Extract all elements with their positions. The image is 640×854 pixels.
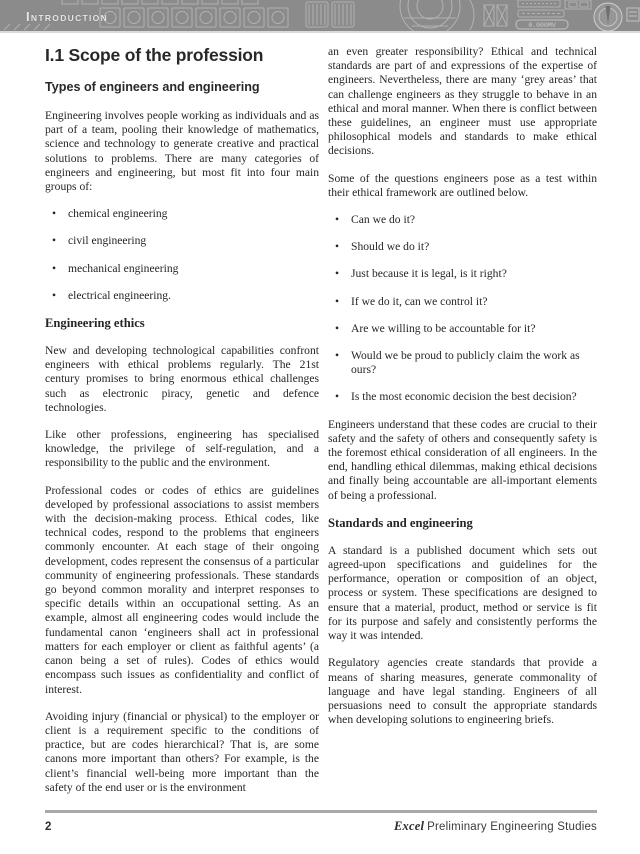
subhead-types-of-engineers: Types of engineers and engineering (45, 80, 260, 94)
list-item: • electrical engineering. (45, 289, 319, 303)
list-item: • civil engineering (45, 234, 319, 248)
book-title-rest: Preliminary Engineering Studies (427, 821, 597, 833)
page-content (45, 33, 597, 795)
list-item: • If we do it, can we control it? (328, 295, 597, 309)
chapter-label: INTRODUCTION (26, 9, 109, 24)
right-column (328, 45, 597, 795)
list-item: • Is the most economic decision the best decision? (328, 390, 597, 404)
paragraph: A standard is a published document which sets out agreed-upon specifications and guidelines for the performance, operation or composition of an object, process or system. These specifications are designed to ensure that a material, product, method or service is fit for its purpose and safely and consistently performs the way it was intended. (328, 543, 597, 643)
footer-rule (45, 810, 597, 813)
list-item: • chemical engineering (45, 207, 319, 221)
paragraph: Professional codes or codes of ethics are guidelines developed by professional associations to assist members with the decision-making process. Ethical codes, like technical codes, respond to the problems that engineers commonly encounter. At each stage of their ongoing development, codes represent the consensus of a particular community of engineering professionals. These standards go beyond common morality and interpret responses to specific details within an occupational setting. As an example, almost all engineering codes would include the fundamental canon ‘engineers shall act in professional matters for each employer or client as faithful agents’ (a canon being a set of rules). Codes of ethics would encompass such issues as confidentiality and conflict of interest. (45, 483, 319, 696)
left-column (45, 45, 319, 795)
list-item: • Should we do it? (328, 240, 597, 254)
paragraph: Like other professions, engineering has specialised knowledge, the privilege of self-regulation, and a responsibility to the public and the environment. (45, 428, 319, 470)
paragraph: Avoiding injury (financial or physical) to the employer or client is a requirement specific to the conditions of practice, but are codes hierarchical? That is, are some canons more important than others? For example, is the client’s financial well-being more important than the safety of the end user or is the environment (45, 709, 319, 794)
paragraph: Engineers understand that these codes are crucial to their safety and the safety of others and consequently safety is the foremost ethical consideration of all engineers. In the end, handling ethical dilemmas, making ethical decisions and finally being accountable are all-important elements of being a professional. (328, 417, 597, 502)
page-title: I.1 Scope of the profession (45, 45, 264, 65)
subhead-standards-and-engineering: Standards and engineering (328, 515, 473, 530)
paragraph: an even greater responsibility? Ethical and technical standards are part of and expressions of the expertise of engineers. Nevertheless, there are many ‘grey areas’ that can challenge engineers as they struggle to behave in an ethical and moral manner. When there is conflict between these guidelines, an engineer must use appropriate philosophical models and standards to make ethical decisions. (328, 45, 597, 158)
chapter-header-band (0, 0, 640, 33)
book-title (394, 819, 597, 834)
paragraph: Engineering involves people working as individuals and as part of a team, pooling their knowledge of mathematics, science and technology to generate creative and practical solutions to problems. There are many categories of engineers and engineering, but most fit into four main groups of: (45, 109, 319, 194)
paragraph: New and developing technological capabilities confront engineers with ethical problems regularly. The 21st century promises to bring enormous ethical challenges such as electronic piracy, genetic and defence technologies. (45, 344, 319, 414)
subhead-engineering-ethics: Engineering ethics (45, 316, 145, 331)
list-item: • Can we do it? (328, 213, 597, 227)
list-item: • Would we be proud to publicly claim the work as ours? (328, 349, 597, 377)
page-footer (45, 810, 597, 834)
meter-readout: 0.000MV (528, 22, 556, 29)
list-item: • mechanical engineering (45, 262, 319, 276)
paragraph: Some of the questions engineers pose as a test within their ethical framework are outlined below. (328, 171, 597, 199)
list-item: • Just because it is legal, is it right? (328, 267, 597, 281)
list-item: • Are we willing to be accountable for it? (328, 322, 597, 336)
paragraph: Regulatory agencies create standards that provide a means of sharing measures, generate commonality of language and have legal standing. Engineers of all persuasions need to consult the appropriate standards when developing solutions to engineering briefs. (328, 656, 597, 727)
page-number: 2 (45, 821, 52, 833)
ethical-questions-list (328, 213, 597, 405)
engineering-groups-list (45, 207, 319, 303)
book-series-name: Excel (393, 819, 425, 833)
